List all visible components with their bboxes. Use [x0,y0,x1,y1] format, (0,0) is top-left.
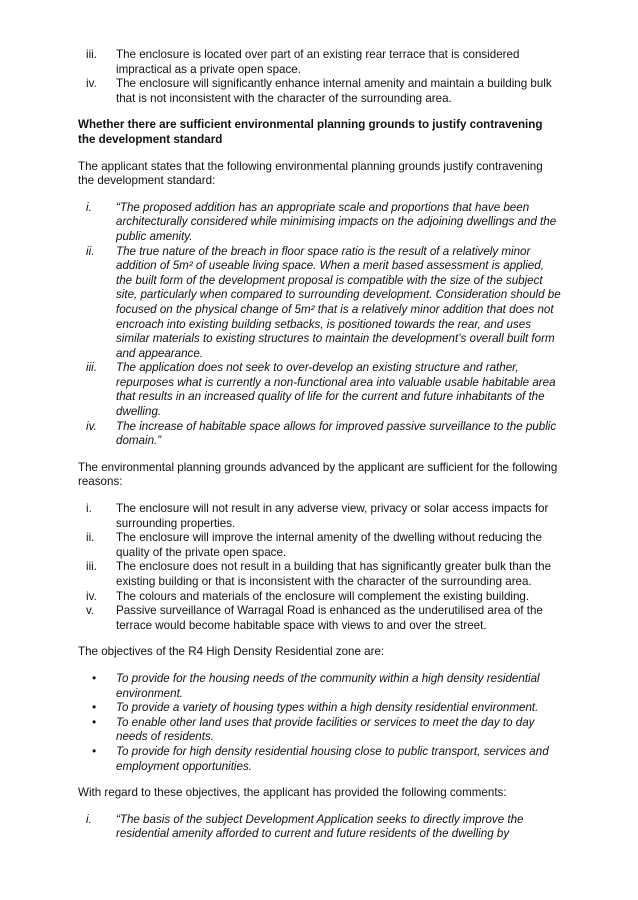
list-number: iv. [86,589,97,603]
list-text: The colours and materials of the enclosure will complement the existing building. [116,589,530,603]
top-list [78,48,562,106]
list-number: v. [86,604,95,618]
list-item [78,672,562,701]
list-text: The enclosure is located over part of an existing rear terrace that is considered impractical as a private open space. [116,48,520,76]
objectives-paragraph: The objectives of the R4 High Density Residential zone are: [78,645,385,659]
list-item [78,560,562,589]
list-number: iii. [86,560,97,574]
list-item [78,48,562,77]
list-number: ii. [86,244,95,258]
list-text: The enclosure will significantly enhance internal amenity and maintain a building bulk that is not inconsistent with the character of the surrounding area. [116,77,552,105]
list-number: i. [86,502,92,516]
list-item [78,531,562,560]
list-number: iii. [86,361,97,375]
list-item [78,745,562,774]
list-item [78,716,562,745]
list-text: “The proposed addition has an appropriate scale and proportions that have been architecturally considered while minimising impacts on the adjoining dwellings and the public amenity. [116,200,557,243]
intro-paragraph: The applicant states that the following environmental planning grounds justify contravening the development standard: [78,159,543,188]
list-item [78,420,562,449]
list-text: The increase of habitable space allows for improved passive surveillance to the public domain.” [116,419,557,448]
bullet-icon: • [92,715,97,729]
list-item [78,201,562,245]
list-number: iii. [86,48,97,61]
list-text: To provide for high density residential housing close to public transport, services and employment opportunities. [116,744,549,773]
list-text: To enable other land uses that provide facilities or services to meet the day to day needs of residents. [116,715,535,744]
list-item [78,813,562,842]
list-item [78,502,562,531]
regard-paragraph: With regard to these objectives, the applicant has provided the following comments: [78,786,507,800]
list-text: The true nature of the breach in floor space ratio is the result of a relatively minor addition of 5m² of useable living space. When a merit based assessment is applied, the built form of the development proposal is compatible with the size of the subject site, particularly when compared to surrounding development. Consideration should be focused on the physical change of 5m² that is a relatively minor addition that does not encroach into existing building setbacks, is positioned towards the rear, and uses similar materials to existing structures to maintain the development’s overall built form and appearance. [116,244,561,360]
list-number: iv. [86,77,97,91]
reasons-list [78,502,562,633]
list-number: iv. [86,419,97,433]
list-text: The enclosure will improve the internal amenity of the dwelling without reducing the quality of the private open space. [116,531,542,559]
list-item [78,361,562,419]
list-text: To provide for the housing needs of the community within a high density residential environment. [116,671,540,700]
list-text: The enclosure does not result in a building that has significantly greater bulk than the existing building or that is inconsistent with the character of the surrounding area. [116,560,552,588]
list-item [78,590,562,605]
list-text: The application does not seek to over-develop an existing structure and rather, repurposes what is currently a non-functional area into valuable usable habitable area that results in an increased quality of life for the current and future inhabitants of the dwelling. [116,361,556,419]
list-item [78,245,562,362]
list-item [78,77,562,106]
list-text: “The basis of the subject Development Application seeks to directly improve the residential amenity afforded to current and future residents of the dwelling by [116,812,524,841]
comments-list [78,813,562,842]
list-number: ii. [86,531,95,545]
section-heading: Whether there are sufficient environmental planning grounds to justify contravening the development standard [78,118,543,146]
sufficient-paragraph: The environmental planning grounds advanced by the applicant are sufficient for the following reasons: [78,460,558,489]
list-number: i. [86,200,92,214]
document-page [78,48,562,842]
list-text: To provide a variety of housing types within a high density residential environment. [116,701,539,715]
bullet-icon: • [92,671,97,685]
list-number: i. [86,812,92,826]
objectives-list [78,672,562,774]
applicant-grounds-list [78,201,562,449]
list-text: Passive surveillance of Warragal Road is enhanced as the underutilised area of the terrace would become habitable space with views to and over the street. [116,604,543,632]
bullet-icon: • [92,744,97,758]
list-item [78,604,562,633]
bullet-icon: • [92,701,97,715]
list-item [78,701,562,716]
list-text: The enclosure will not result in any adverse view, privacy or solar access impacts for surrounding properties. [116,502,549,530]
